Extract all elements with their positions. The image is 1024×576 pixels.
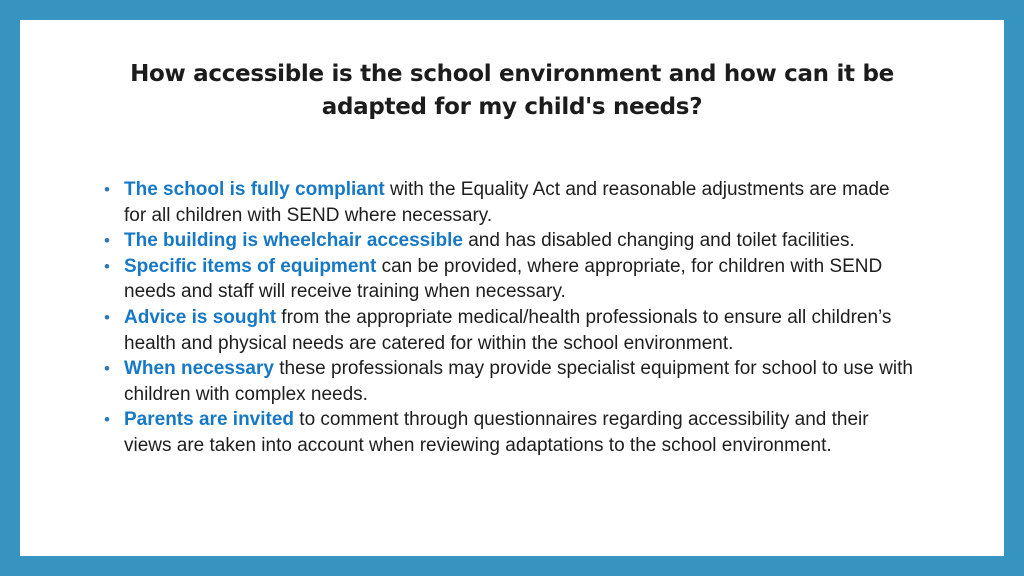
bullet-highlight: Advice is sought [124, 306, 277, 328]
bullet-highlight: Specific items of equipment [124, 255, 377, 277]
bullet-highlight: When necessary [124, 358, 274, 380]
bullet-text: and has disabled changing and toilet facilities. [462, 230, 855, 252]
bullet-dot-icon: • [104, 180, 110, 199]
bullet-highlight: The building is wheelchair accessible [124, 230, 463, 252]
bullet-dot-icon: • [104, 359, 110, 379]
bullet-text: to comment through questionnaires regarding accessibility and their views are taken into account when reviewing adaptations to the school environment. [124, 409, 869, 456]
bullet-highlight: The school is fully compliant [124, 179, 385, 200]
bullet-dot-icon: • [104, 256, 110, 276]
bullet-text: these professionals may provide specialist equipment for school to use with children with complex needs. [124, 358, 913, 405]
slide-title-line-2: adapted for my child's needs? [321, 94, 703, 120]
bullet-item-professionals [104, 356, 914, 407]
bullet-dot-icon: • [104, 231, 110, 251]
bullet-dot-icon: • [104, 410, 110, 430]
bullet-dot-icon: • [104, 307, 110, 327]
bullet-item-equipment [104, 254, 914, 305]
bullet-list [104, 177, 914, 459]
slide-title [20, 58, 1004, 124]
bullet-text: can be provided, where appropriate, for children with SEND needs and staff will receive training when necessary. [124, 255, 883, 303]
bullet-item-advice [104, 305, 914, 356]
slide-panel [20, 20, 1004, 556]
slide-title-line-1: How accessible is the school environment and how can it be [130, 61, 894, 87]
bullet-text: from the appropriate medical/health professionals to ensure all children’s health and physical needs are catered for within the school environment. [124, 306, 892, 354]
bullet-text: with the Equality Act and reasonable adjustments are made for all children with SEND where necessary. [124, 179, 890, 226]
bullet-highlight: Parents are invited [124, 409, 295, 431]
bullet-item-compliance [104, 177, 914, 228]
bullet-item-wheelchair [104, 228, 914, 254]
bullet-item-parents [104, 407, 914, 458]
